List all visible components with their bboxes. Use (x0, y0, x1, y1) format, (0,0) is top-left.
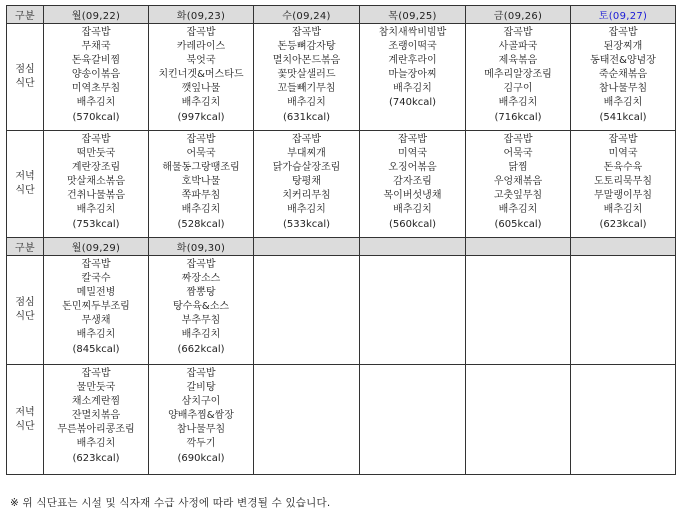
menu-item: 제육볶음 (498, 55, 538, 67)
menu-item: 치커리무침 (282, 190, 331, 202)
menu-item: 계란장조림 (71, 162, 121, 174)
menu-item: 배추김치 (287, 97, 326, 109)
menu-cell (360, 24, 466, 131)
menu-cell (571, 131, 676, 238)
menu-item: 쪽파무침 (181, 190, 221, 202)
menu-item: 깍두기 (186, 438, 216, 450)
menu-item: 배추김치 (498, 97, 538, 109)
menu-item: 물만둣국 (76, 382, 116, 394)
menu-item: 카레라이스 (176, 41, 226, 53)
menu-item: 잡곡밥 (292, 134, 321, 145)
menu-item: 깻잎나물 (181, 83, 221, 95)
menu-item: 치킨너겟&머스타드 (158, 69, 244, 81)
menu-item: 탕수육&소스 (172, 301, 230, 313)
menu-item: (631kcal) (282, 111, 331, 123)
meal-label-line: 식단 (15, 78, 35, 89)
menu-item: 잡곡밥 (292, 27, 321, 38)
menu-item: 해물동그랑땡조림 (162, 162, 240, 174)
menu-cell (466, 365, 571, 475)
meal-label-line: 저녁 (15, 171, 35, 182)
menu-item: (560kcal) (388, 218, 437, 230)
menu-item: (997kcal) (177, 111, 225, 123)
meal-label-line: 식단 (15, 420, 35, 432)
menu-cell (44, 365, 149, 475)
menu-item: 북엇국 (186, 55, 216, 67)
menu-item: 건취나물볶음 (67, 190, 125, 202)
menu-item: 된장찌개 (603, 41, 643, 53)
day-header: 월(09,29) (44, 238, 149, 256)
menu-item: (716kcal) (494, 111, 542, 123)
day-header: 금(09,26) (466, 6, 571, 24)
menu-item: 어묵국 (503, 148, 533, 160)
menu-item: 목이버섯냉채 (383, 190, 442, 202)
meal-label-line: 점심 (15, 297, 35, 308)
day-header: 목(09,25) (360, 6, 466, 24)
menu-item: 꽃맛살샐러드 (277, 69, 336, 81)
menu-item: 잡곡밥 (81, 27, 111, 38)
menu-item: 짬뽕탕 (186, 287, 216, 299)
menu-item: 잡곡밥 (186, 259, 216, 270)
dinner-row (7, 131, 676, 238)
menu-item: 메밀전병 (76, 287, 116, 299)
menu-cell (466, 256, 571, 365)
menu-item: 김구이 (503, 83, 533, 95)
menu-item: 부추무침 (181, 315, 221, 327)
menu-item: 채소계란찜 (71, 396, 121, 408)
menu-item: 멸치아몬드볶음 (272, 55, 341, 67)
menu-item: 잡곡밥 (186, 134, 216, 145)
menu-item: 참나물무침 (176, 424, 226, 436)
menu-item: 참나물무침 (598, 83, 648, 95)
menu-item: (845kcal) (72, 343, 120, 355)
day-header (571, 238, 676, 256)
menu-item: 배추김치 (76, 438, 116, 450)
menu-item: 배추김치 (393, 204, 432, 216)
menu-item: 잡곡밥 (503, 27, 533, 38)
menu-item: (690kcal) (177, 452, 225, 464)
menu-item: 우엉채볶음 (493, 176, 543, 188)
menu-cell (254, 256, 360, 365)
menu-item: 잡곡밥 (186, 368, 216, 379)
day-header: 수(09,24) (254, 6, 360, 24)
menu-item: 사골파국 (498, 41, 538, 53)
dinner-row (7, 365, 676, 475)
day-header (254, 238, 360, 256)
menu-cell (254, 24, 360, 131)
meal-label-line: 점심 (15, 64, 35, 75)
menu-item: 맛살채소볶음 (67, 176, 125, 188)
meal-plan-table (6, 5, 676, 475)
menu-item: 부대찌개 (287, 148, 326, 160)
menu-item: 계란후라이 (388, 55, 437, 67)
menu-item: 돈육갈비찜 (71, 55, 121, 67)
menu-item: 떡만둣국 (76, 148, 116, 160)
menu-item: 무말랭이무침 (594, 190, 652, 202)
menu-item: 죽순채볶음 (598, 69, 648, 81)
menu-cell (149, 24, 254, 131)
footnote: ※ 위 식단표는 시설 및 식자재 수급 사정에 따라 변경될 수 있습니다. (10, 497, 331, 509)
menu-cell (571, 365, 676, 475)
day-header: 화(09,23) (149, 6, 254, 24)
menu-cell (571, 256, 676, 365)
menu-cell (466, 24, 571, 131)
meal-label (7, 131, 44, 238)
header-row (7, 238, 676, 256)
menu-item: 메추리알장조림 (484, 69, 552, 81)
menu-item: 어묵국 (186, 148, 216, 160)
menu-item: 배추김치 (603, 204, 643, 216)
menu-item: 돈민찌두부조림 (62, 301, 130, 313)
menu-item: 배추김치 (603, 97, 643, 109)
menu-item: 동태전&양념장 (590, 55, 656, 67)
menu-item: 삼치구이 (181, 396, 221, 408)
menu-item: 고춧잎무침 (493, 190, 543, 202)
meal-label-line: 식단 (15, 185, 35, 196)
menu-cell (149, 256, 254, 365)
menu-item: 배추김치 (287, 204, 326, 216)
menu-item: 갈비탕 (186, 382, 216, 394)
menu-item: (570kcal) (72, 111, 120, 123)
menu-item: 닭찜 (508, 162, 528, 174)
menu-item: 무생채 (81, 315, 111, 327)
menu-item: 짜장소스 (181, 273, 221, 285)
header-label: 구분 (7, 6, 44, 24)
menu-item: 탕평채 (292, 176, 321, 188)
lunch-row (7, 24, 676, 131)
meal-label (7, 365, 44, 475)
menu-item: (623kcal) (599, 218, 647, 230)
menu-item: 잡곡밥 (398, 134, 427, 145)
menu-item: 배추김치 (498, 204, 538, 216)
menu-item: 조랭이떡국 (388, 41, 437, 53)
menu-cell (44, 256, 149, 365)
menu-item: (753kcal) (72, 218, 120, 230)
menu-item: 미역초무침 (71, 83, 121, 95)
menu-item: 미역국 (398, 148, 427, 160)
menu-item: 무른볶아리콩조림 (57, 424, 135, 436)
menu-item: 잡곡밥 (608, 27, 638, 38)
menu-cell (149, 131, 254, 238)
meal-label (7, 256, 44, 365)
menu-item: (528kcal) (177, 218, 225, 230)
header-label: 구분 (7, 238, 44, 256)
menu-cell (466, 131, 571, 238)
day-header: 화(09,30) (149, 238, 254, 256)
menu-item: (533kcal) (282, 218, 331, 230)
meal-label-line: 저녁 (15, 406, 35, 418)
menu-item: 배추김치 (181, 204, 221, 216)
menu-cell (44, 24, 149, 131)
day-header: 토(09,27) (571, 6, 676, 24)
menu-item: (662kcal) (177, 343, 225, 355)
lunch-row (7, 256, 676, 365)
menu-cell (254, 365, 360, 475)
menu-item: (623kcal) (72, 452, 120, 464)
menu-item: 호박나물 (181, 176, 221, 188)
menu-item: 양배추찜&쌈장 (168, 410, 234, 422)
menu-item: 돈등뼈감자탕 (277, 41, 336, 53)
menu-item: 배추김치 (181, 97, 221, 109)
menu-item: 칼국수 (81, 273, 111, 285)
menu-item: 배추김치 (76, 204, 116, 216)
menu-item: 배추김치 (181, 329, 221, 341)
menu-item: 잡곡밥 (81, 259, 111, 270)
menu-item: (541kcal) (599, 111, 647, 123)
day-header (466, 238, 571, 256)
menu-item: 돈육수육 (603, 162, 643, 174)
menu-item: 미역국 (608, 148, 638, 160)
menu-item: 닭가슴살장조림 (272, 162, 341, 174)
header-row (7, 6, 676, 24)
menu-item: 오징어볶음 (388, 162, 437, 174)
menu-item: 참치새싹비빔밥 (378, 27, 447, 38)
meal-label (7, 24, 44, 131)
menu-cell (360, 256, 466, 365)
menu-item: (605kcal) (494, 218, 542, 230)
menu-item: 배추김치 (393, 83, 432, 95)
menu-item: 양송이볶음 (71, 69, 121, 81)
menu-item: 마늘장아찌 (388, 69, 437, 81)
menu-cell (44, 131, 149, 238)
menu-cell (360, 365, 466, 475)
menu-item: 도토리묵무침 (594, 176, 652, 188)
menu-item: 잡곡밥 (81, 368, 111, 379)
menu-cell (254, 131, 360, 238)
day-header: 월(09,22) (44, 6, 149, 24)
menu-item: (740kcal) (388, 97, 437, 109)
meal-label-line: 식단 (15, 311, 35, 322)
menu-item: 잡곡밥 (503, 134, 533, 145)
menu-cell (360, 131, 466, 238)
day-header (360, 238, 466, 256)
menu-cell (149, 365, 254, 475)
menu-cell (571, 24, 676, 131)
menu-item: 무채국 (81, 41, 111, 53)
menu-item: 감자조림 (393, 176, 432, 188)
menu-item: 배추김치 (76, 97, 116, 109)
menu-item: 배추김치 (76, 329, 116, 341)
menu-item: 잡곡밥 (186, 27, 216, 38)
menu-item: 잡곡밥 (81, 134, 111, 145)
menu-item: 잔멸치볶음 (71, 410, 121, 422)
menu-item: 꼬들빼기무침 (277, 83, 336, 95)
menu-item: 잡곡밥 (608, 134, 638, 145)
